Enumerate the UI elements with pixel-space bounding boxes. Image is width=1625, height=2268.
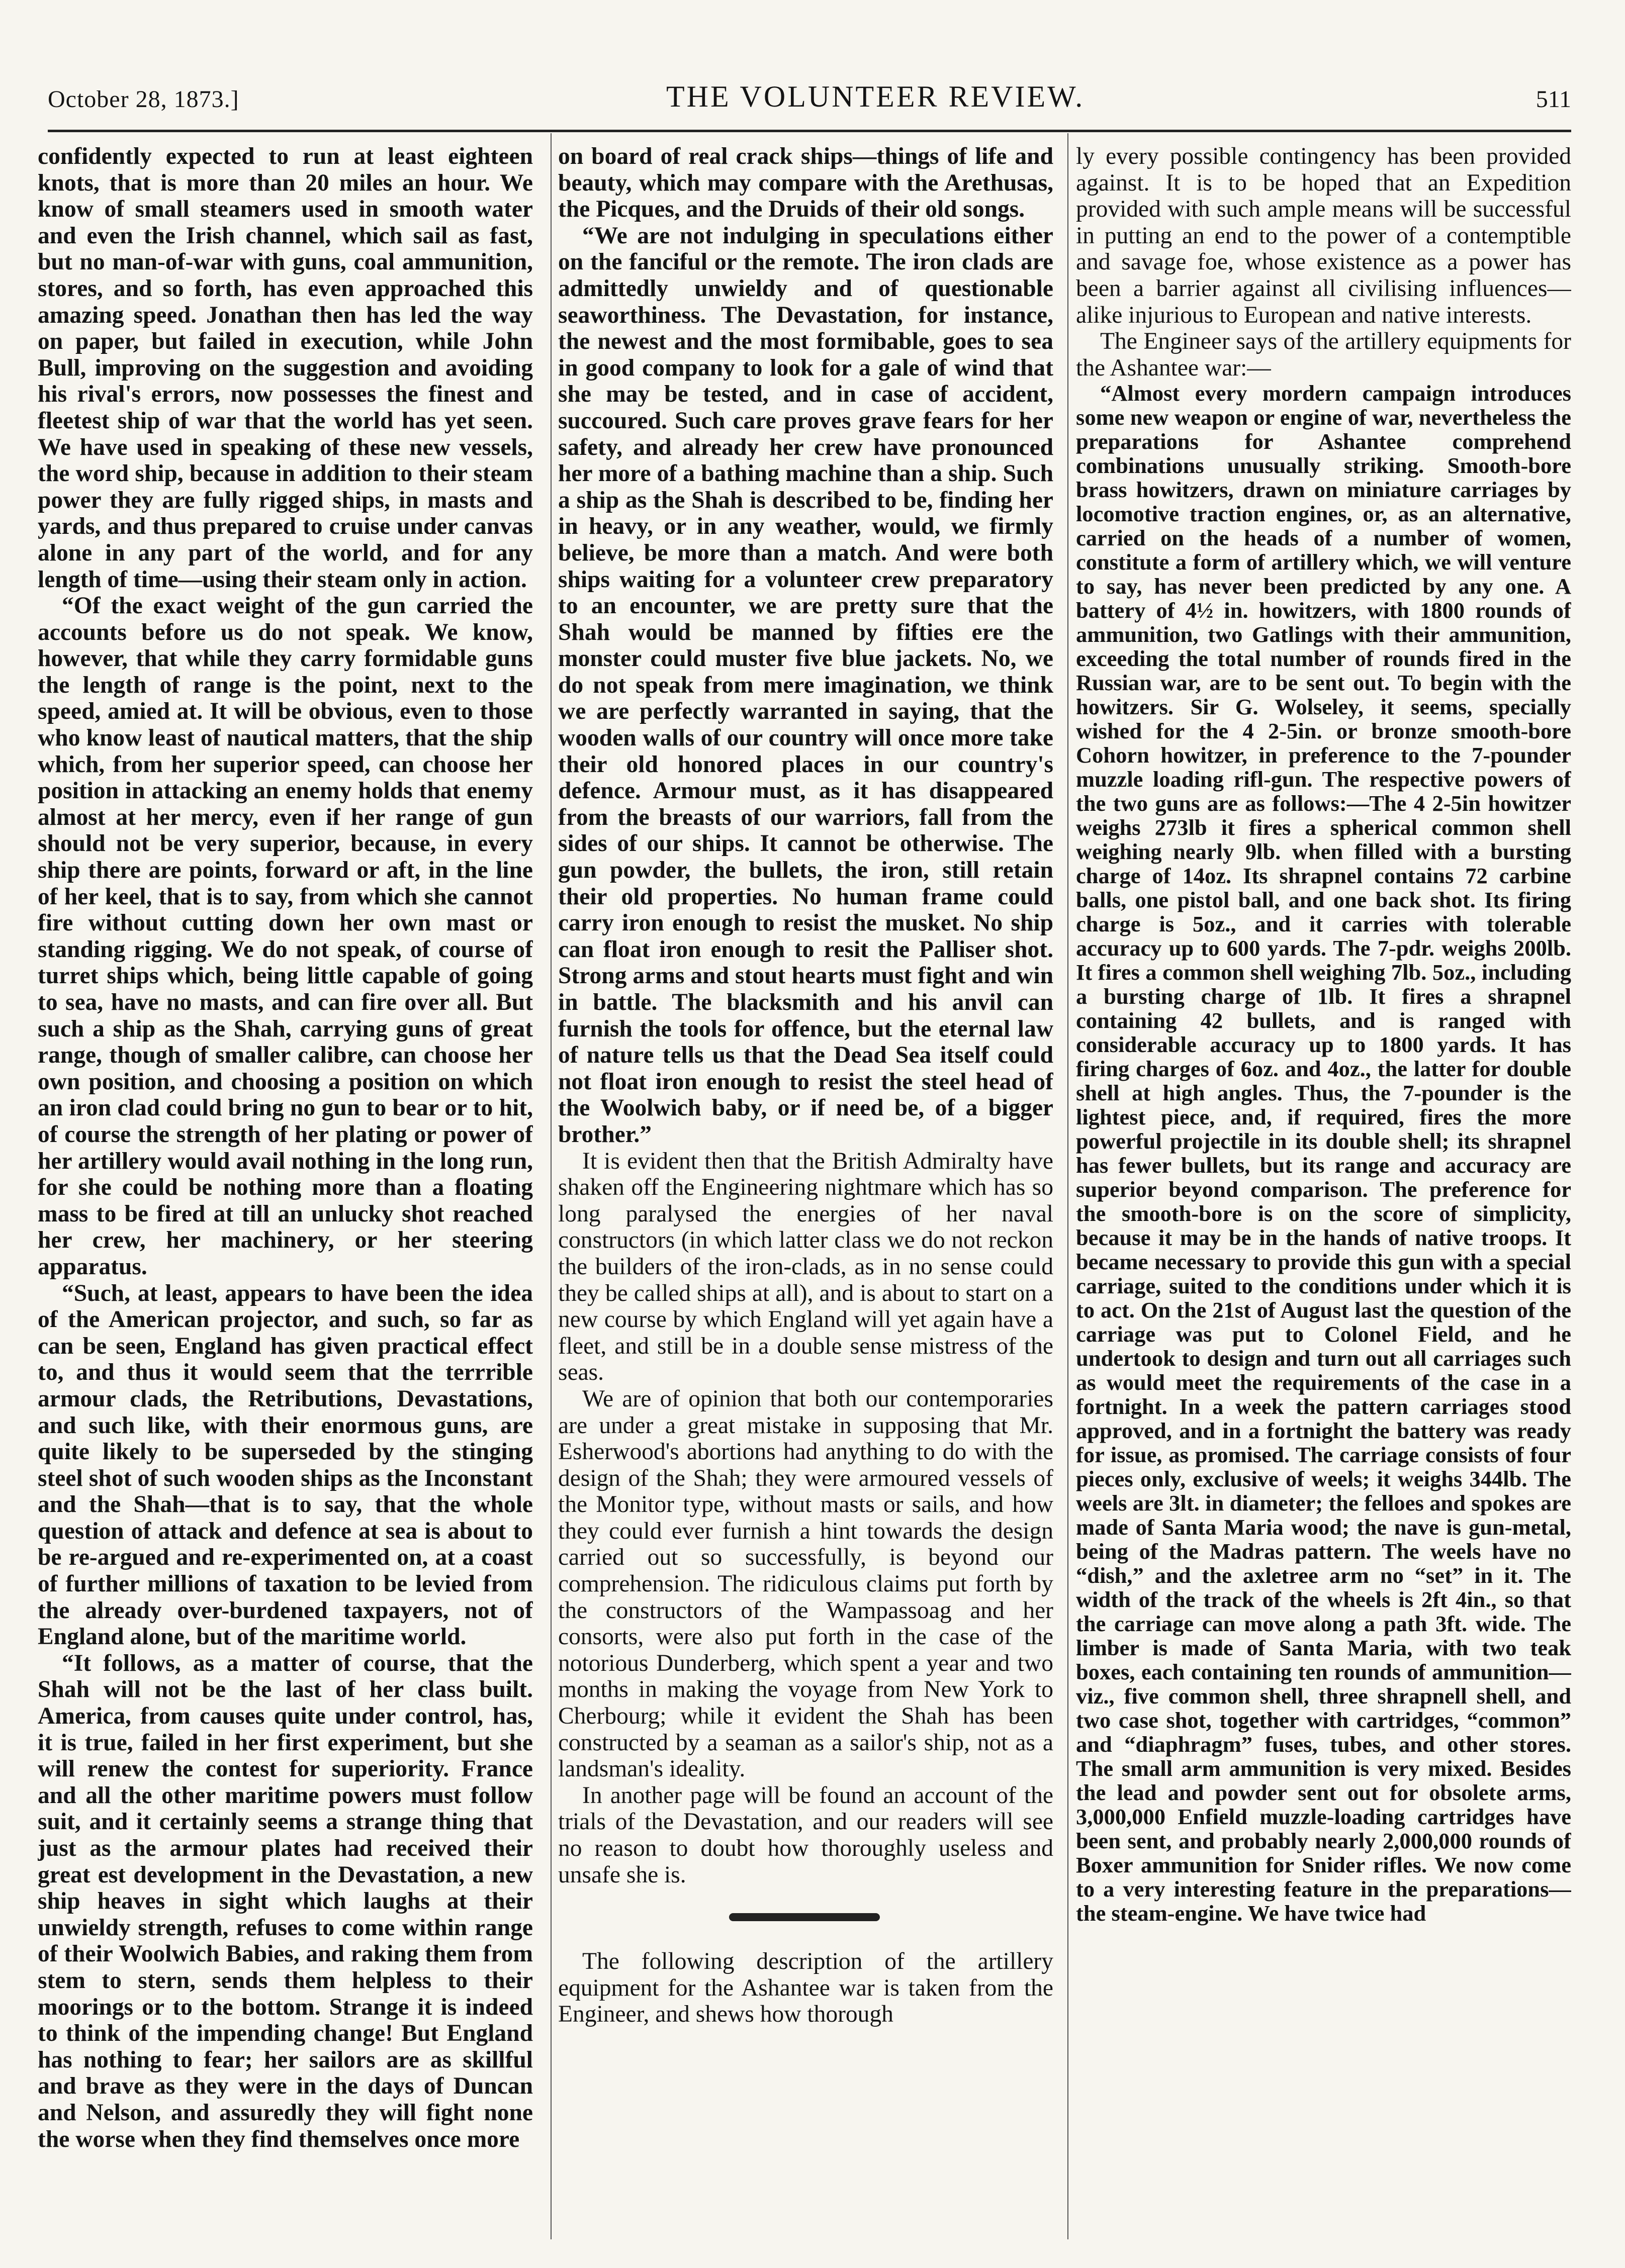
- article-paragraph: The Engineer says of the artillery equipments for the Ashantee war:—: [1076, 328, 1571, 381]
- section-divider-ornament: [558, 1903, 1053, 1933]
- page-number: 511: [1536, 86, 1571, 113]
- article-paragraph: confidently expected to run at least eighteen knots, that is more than 20 miles an hour. We know of small steamers used in smooth water and even the Irish channel, which sail as fast, but no man-of-war with guns, coal ammunition, stores, and so forth, has even approached this amazing speed. Jonathan then has led the way on paper, but failed in execution, while John Bull, improving on the suggestion and avoiding his rival's errors, now possesses the finest and fleetest ship of war that the world has yet seen. We have used in speaking of these new vessels, the word ship, because in addition to their steam power they are fully rigged ships, in masts and yards, and thus prepared to cruise under canvas alone in any part of the world, and for any length of time—using their steam only in action.: [38, 143, 533, 593]
- article-paragraph: ly every possible contingency has been provided against. It is to be hoped that an Expedition provided with such ample means will be successful in putting an end to the power of a contemptible and savage foe, whose existence as a power has been a barrier against all civilising influences—alike injurious to European and native interests.: [1076, 143, 1571, 328]
- column-1: [38, 143, 533, 2229]
- header-rule: [48, 130, 1571, 132]
- column-divider: [551, 133, 552, 2239]
- editorial-paragraph: We are of opinion that both our contemporaries are under a great mistake in supposing that Mr. Esherwood's abortions had anything to do with the design of the Shah; they were armoured vessels of the Monitor type, without masts or sails, and how they could ever furnish a hint towards the design carried out so successfully, is beyond our comprehension. The ridiculous claims put forth by the constructors of the Wampassoag and her consorts, were also put forth in the case of the notorious Dunderberg, which spent a year and two months in making the voyage from New York to Cherbourg; while it evident the Shah has been constructed by a seaman as a sailor's ship, not as a landsman's ideality.: [558, 1385, 1053, 1782]
- article-paragraph: “Of the exact weight of the gun carried the accounts before us do not speak. We know, however, that while they carry formidable guns the length of range is the point, next to the speed, amied at. It will be obvious, even to those who know least of nautical matters, that the ship which, from her superior speed, can choose her position in attacking an enemy holds that enemy almost at her mercy, even if her range of gun should not be very superior, because, in every ship there are points, forward or aft, in the line of her keel, that is to say, from which she cannot fire without cutting down her own mast or standing rigging. We do not speak, of course of turret ships which, being little capable of going to sea, have no masts, and can fire over all. But such a ship as the Shah, carrying guns of great range, though of smaller calibre, can choose her own position, and choosing a position on which an iron clad could bring no gun to bear or to hit, of course the strength of her plating or power of her artillery would avail nothing in the long run, for she could be nothing more than a floating mass to be fired at till an unlucky shot reached her crew, her machinery, or her steering apparatus.: [38, 593, 533, 1280]
- issue-date: October 28, 1873.]: [48, 86, 239, 113]
- column-divider: [1067, 133, 1068, 2239]
- column-2: [558, 143, 1053, 2229]
- article-paragraph: The following description of the artillery equipment for the Ashantee war is taken from the Engineer, and shews how thorough: [558, 1948, 1053, 2028]
- editorial-paragraph: In another page will be found an account of the trials of the Devastation, and our readers will see no reason to doubt how thoroughly useless and unsafe she is.: [558, 1782, 1053, 1888]
- article-paragraph: on board of real crack ships—things of life and beauty, which may compare with the Arethusas, the Picques, and the Druids of their old songs.: [558, 143, 1053, 223]
- quoted-article-continuation: [558, 143, 1053, 1148]
- column-3: [1076, 143, 1571, 2229]
- page-header: [48, 74, 1571, 125]
- article-paragraph: “It follows, as a matter of course, that the Shah will not be the last of her class built. America, from causes quite under control, has, it is true, failed in her first experiment, but she will renew the contest for superiority. France and all the other maritime powers must follow suit, and it certainly seems a strange thing that just as the armour plates had received their great est development in the Devastation, a new ship heaves in sight which laughs at their unwieldy strength, refuses to come within range of their Woolwich Babies, and raking them from stem to stern, sends them helpless to their moorings or to the bottom. Strange it is indeed to think of the impending change! But England has nothing to fear; her sailors are as skillful and brave as they were in the days of Duncan and Nelson, and assuredly they will fight none the worse when they find themselves once more: [38, 1650, 533, 2152]
- publication-title: THE VOLUNTEER REVIEW.: [666, 80, 1085, 113]
- editorial-commentary: [558, 1148, 1053, 1888]
- article-paragraph: “We are not indulging in speculations either on the fanciful or the remote. The iron clads are admittedly unwieldy and of questionable seaworthiness. The Devastation, for instance, the newest and the most formibable, goes to sea in good company to look for a gale of wind that she may be tested, and in case of accident, succoured. Such care proves grave fears for her safety, and already her crew have pronounced her more of a bathing machine than a ship. Such a ship as the Shah is described to be, finding her in heavy, or in any weather, would, we firmly believe, be more than a match. And were both ships waiting for a volunteer crew preparatory to an encounter, we are pretty sure that the Shah would be manned by fifties ere the monster could muster five blue jackets. No, we do not speak from mere imagination, we think we are perfectly warranted in saying, that the wooden walls of our country will once more take their old honored places in our country's defence. Armour must, as it has disappeared from the breasts of our warriors, fall from the sides of our ships. It cannot be otherwise. The gun powder, the bullets, the iron, still retain their old properties. No human frame could carry iron enough to resist the musket. No ship can float iron enough to resit the Palliser shot. Strong arms and stout hearts must fight and win in battle. The blacksmith and his anvil can furnish the tools for offence, but the eternal law of nature tells us that the Dead Sea itself could not float iron enough to resist the steel head of the Woolwich baby, or if need be, of a bigger brother.”: [558, 222, 1053, 1148]
- article-paragraph: “Almost every mordern campaign introduces some new weapon or engine of war, nevertheless the preparations for Ashantee comprehend combinations unusually striking. Smooth-bore brass howitzers, drawn on miniature carriages by locomotive traction engines, or, as an alternative, carried on the heads of a number of women, constitute a form of artillery which, we will venture to say, has never been predicted by any one. A battery of 4½ in. howitzers, with 1800 rounds of ammunition, two Gatlings with their ammunition, exceeding the total number of rounds fired in the Russian war, are to be sent out. To begin with the howitzers. Sir G. Wolseley, it seems, specially wished for the 4 2-5in. or bronze smooth-bore Cohorn howitzer, in preference to the 7-pounder muzzle loading rifl-gun. The respective powers of the two guns are as follows:—The 4 2-5in howitzer weighs 273lb it fires a spherical common shell weighing nearly 9lb. when filled with a bursting charge of 14oz. Its shrapnel contains 72 carbine balls, one pistol ball, and one back shot. Its firing charge is 5oz., and it carries with tolerable accuracy up to 600 yards. The 7-pdr. weighs 200lb. It fires a common shell weighing 7lb. 5oz., including a bursting charge of 1lb. It fires a shrapnel containing 42 bullets, and is ranged with considerable accuracy up to 1800 yards. It has firing charges of 6oz. and 4oz., the latter for double shell at high angles. Thus, the 7-pounder is the lightest piece, and, if required, fires the more powerful projectile in its double shell; its shrapnel has fewer bullets, but its range and accuracy are superior beyond comparison. The preference for the smooth-bore is on the score of simplicity, because it may be in the hands of native troops. It became necessary to provide this gun with a special carriage, suited to the conditions under which it is to act. On the 21st of August last the question of the carriage was put to Colonel Field, and he undertook to design and turn out all carriages such as would meet the requirements of the case in a fortnight. In a week the pattern carriages stood approved, and in a fortnight the battery was ready for issue, as promised. The carriage consists of four pieces only, exclusive of weels; it weighs 344lb. The weels are 3lt. in diameter; the felloes and spokes are made of Santa Maria wood; the nave is gun-metal, being of the Madras pattern. The weels have no “dish,” and the axletree arm no “set” in it. The width of the track of the wheels is 2ft 4in., so that the carriage can move along a path 3ft. wide. The limber is made of Santa Maria, with two teak boxes, each containing ten rounds of ammunition—viz., five common shell, three shrapnell shell, and two case shot, together with cartridges, “common” and “diaphragm” fuses, tubes, and other stores. The small arm ammunition is very mixed. Besides the lead and powder sent out for obsolete arms, 3,000,000 Enfield muzzle-loading cartridges have been sent, and probably nearly 2,000,000 rounds of Boxer ammunition for Snider rifles. We now come to a very interesting feature in the preparations—the steam-engine. We have twice had: [1076, 381, 1571, 1926]
- quoted-engineer-article: [1076, 381, 1571, 1925]
- article-paragraph: “Such, at least, appears to have been the idea of the American projector, and such, so far as can be seen, England has given practical effect to, and thus it would seem that the terrrible armour clads, the Retributions, Devastations, and such like, with their enormous guns, are quite likely to be superseded by the stinging steel shot of such wooden ships as the Inconstant and the Shah—that is to say, that the whole question of attack and defence at sea is about to be re-argued and re-experimented on, at a coast of further millions of taxation to be levied from the already over-burdened taxpayers, not of England alone, but of the maritime world.: [38, 1280, 533, 1650]
- editorial-paragraph: It is evident then that the British Admiralty have shaken off the Engineering nightmare which has so long paralysed the energies of her naval constructors (in which latter class we do not reckon the builders of the iron-clads, as in no sense could they be called ships at all), and is about to start on a new course by which England will yet again have a fleet, and still be in a double sense mistress of the seas.: [558, 1148, 1053, 1386]
